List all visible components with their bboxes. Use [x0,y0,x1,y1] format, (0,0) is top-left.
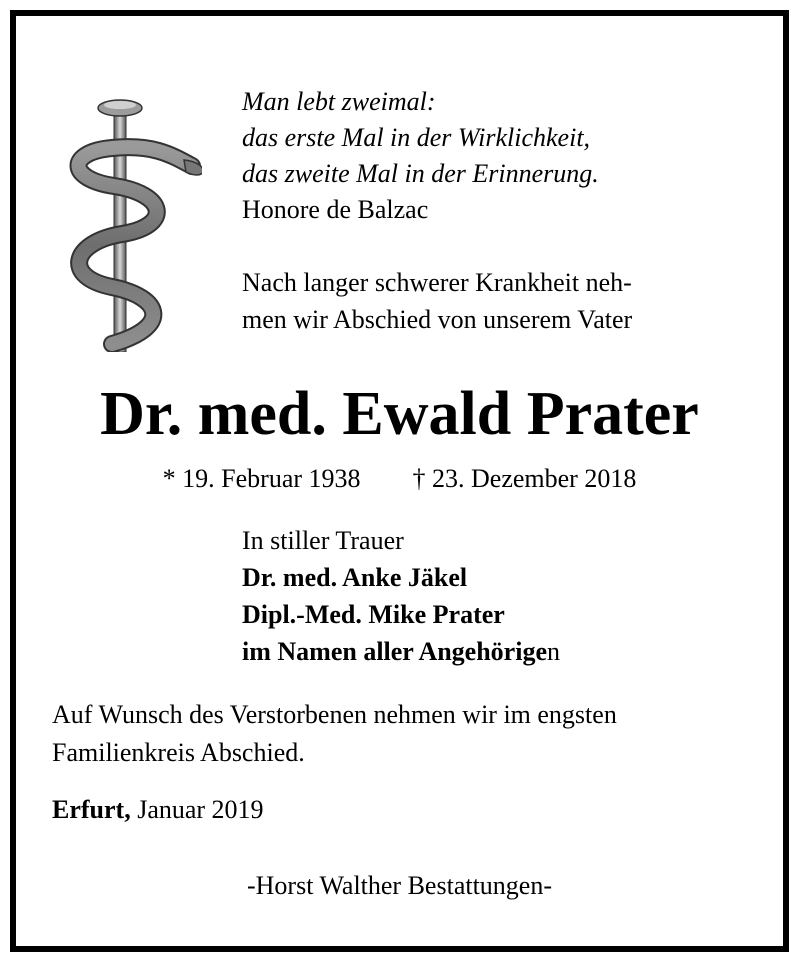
rod-of-asclepius-icon [52,82,202,352]
mourners-closing-regular: n [546,637,560,666]
intro-text [242,264,632,338]
mourners-block [242,522,560,670]
deceased-name: Dr. med. Ewald Prater [100,380,699,448]
intro-line: Nach langer schwerer Krankheit neh- [242,268,632,297]
quote-line: das erste Mal in der Wirklichkeit, [242,123,591,152]
quote-author: Honore de Balzac [242,195,429,224]
mourning-heading: In stiller Trauer [242,526,404,555]
place-date [52,792,264,828]
death-date: † 23. Dezember 2018 [412,464,637,493]
mourners-closing [242,633,560,670]
quote-line: das zweite Mal in der Erinnerung. [242,159,599,188]
wish-line: Auf Wunsch des Verstorbenen nehmen wir im engsten [52,700,617,729]
wish-line: Familienkreis Abschied. [52,738,305,767]
place-month: Januar 2019 [130,795,264,824]
obituary-notice [10,10,789,952]
life-dates [16,462,783,496]
quote-line: Man lebt zweimal: [242,87,436,116]
place-city: Erfurt, [52,795,131,824]
undertaker-name: -Horst Walther Bestattungen- [246,871,553,900]
mourners-closing-bold: im Namen aller Angehörige [242,637,547,666]
intro-line: men wir Abschied von unserem Vater [242,305,633,334]
mourner-name: Dipl.-Med. Mike Prater [242,600,505,629]
mourner-name: Dr. med. Anke Jäkel [242,563,468,592]
birth-date: * 19. Februar 1938 [162,464,361,493]
quote-block [242,84,599,228]
wish-text [52,696,617,772]
